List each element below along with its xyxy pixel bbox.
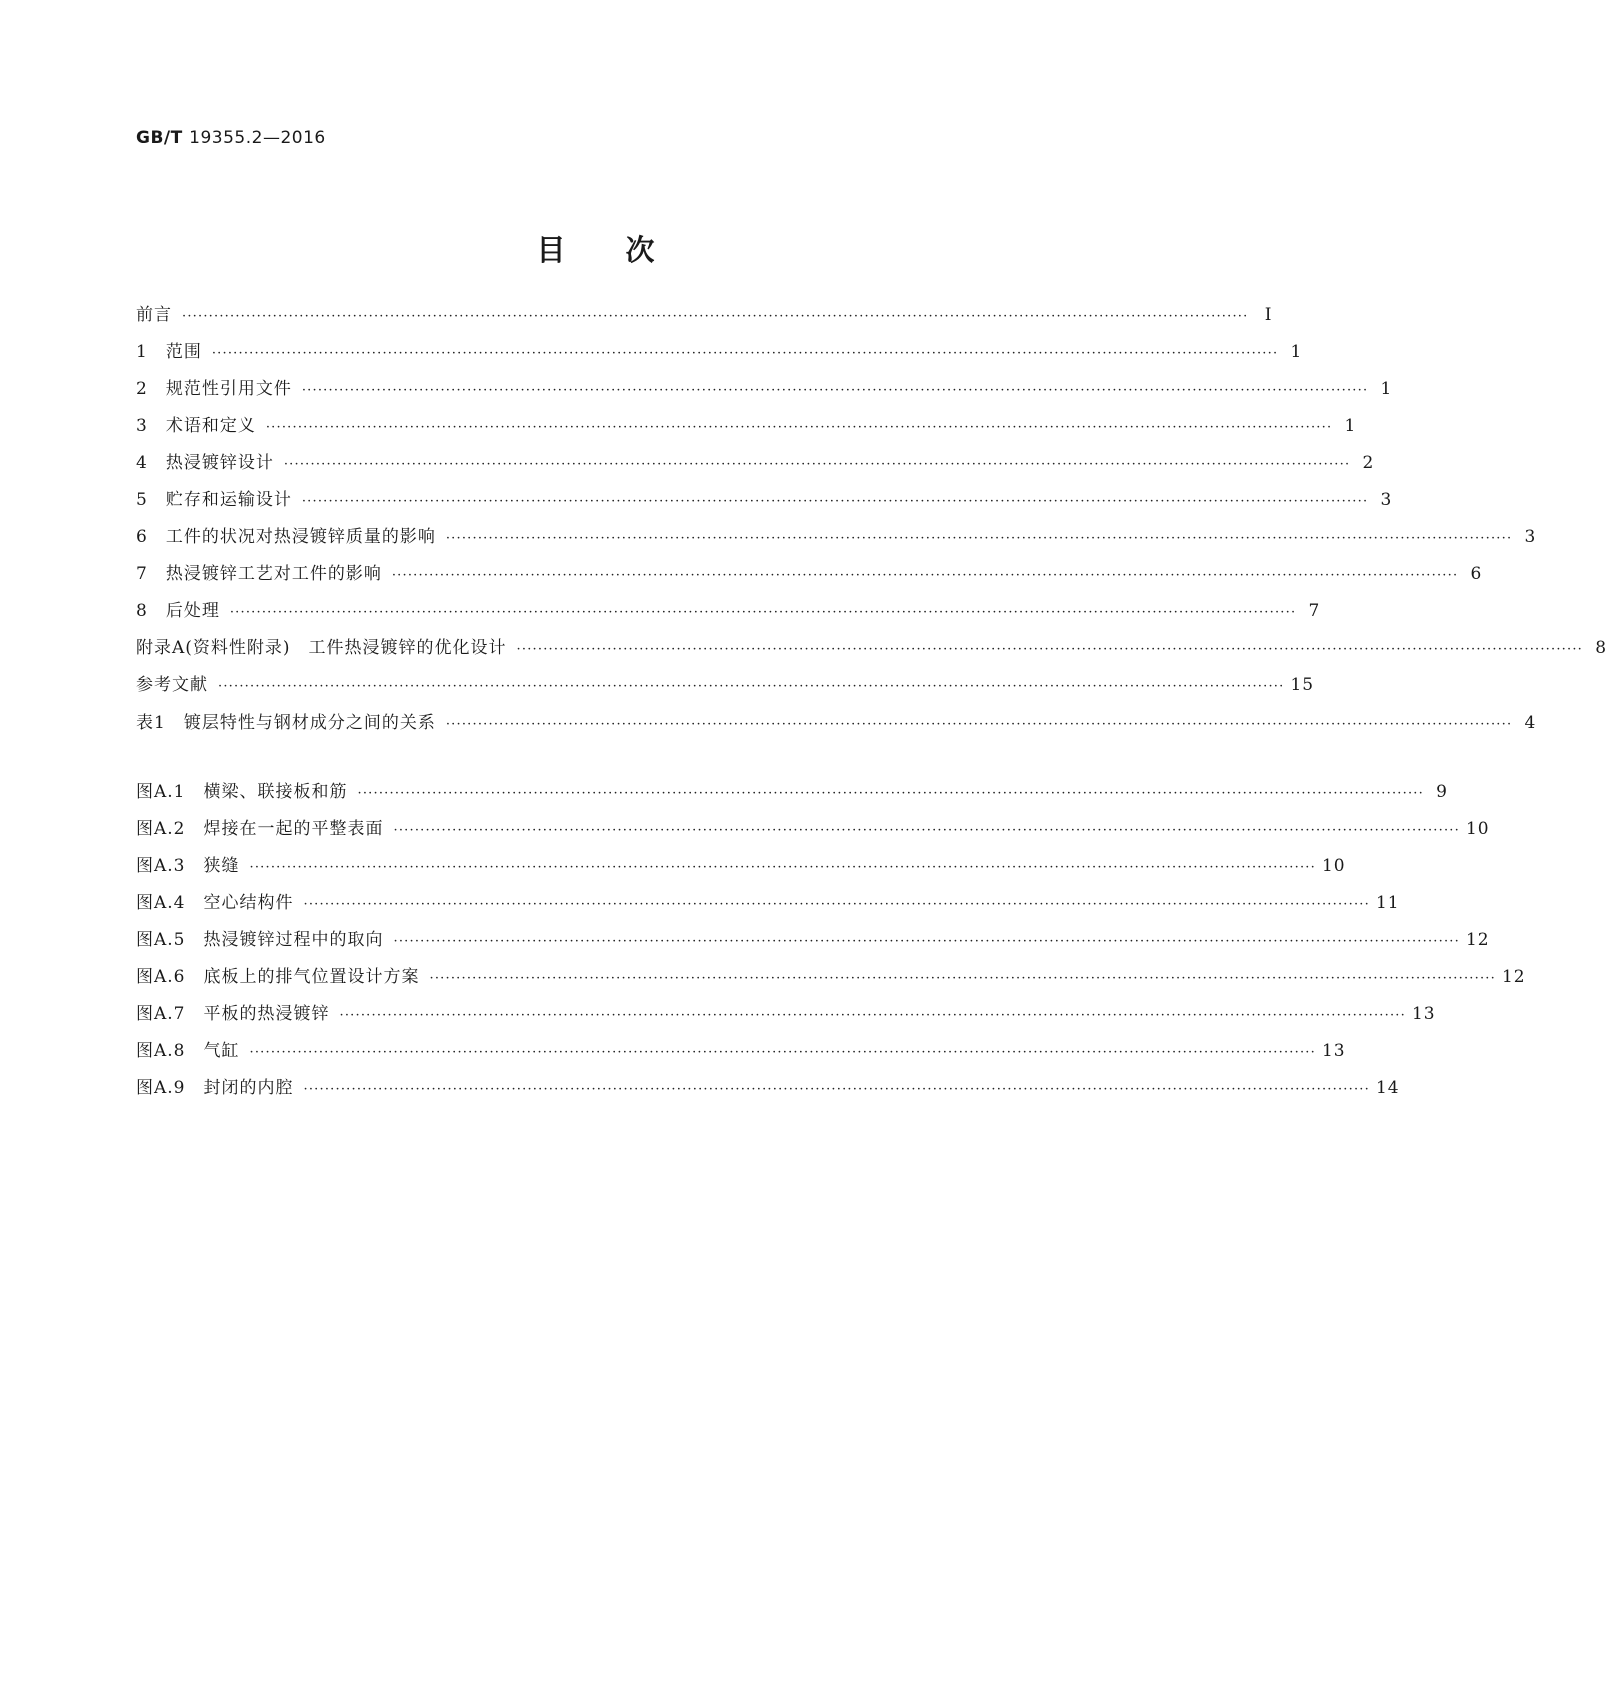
figure-entry-label: 图A.1 横梁、联接板和筋 (136, 782, 348, 802)
toc-entry[interactable] (136, 374, 1393, 411)
figure-entry[interactable] (136, 814, 1490, 851)
toc-entry-page-number: 1 (1290, 342, 1303, 362)
toc-entry-page-number: 2 (1362, 453, 1375, 473)
dot-leader: ········································································································································································································ (429, 971, 1496, 986)
toc-entry-label: 6 工件的状况对热浸镀锌质量的影响 (136, 527, 436, 547)
dot-leader: ········································································································································································································ (445, 717, 1513, 732)
dot-leader: ········································································································································································································ (445, 531, 1513, 546)
figure-entry[interactable] (136, 1073, 1400, 1110)
toc-entry[interactable] (136, 448, 1375, 485)
figure-entry-label: 图A.9 封闭的内腔 (136, 1078, 294, 1098)
toc-entry[interactable] (136, 300, 1273, 337)
dot-leader: ········································································································································································································ (182, 309, 1249, 324)
dot-leader: ········································································································································································································ (516, 642, 1584, 657)
figure-entry-page-number: 12 (1501, 967, 1526, 987)
figure-entry[interactable] (136, 851, 1346, 888)
standard-code-number: 19355.2—2016 (189, 128, 326, 148)
toc-entry-page-number: 1 (1344, 416, 1357, 436)
toc-figures (136, 777, 1526, 1110)
figure-entry-page-number: 9 (1436, 782, 1448, 802)
toc-entry-page-number: 15 (1290, 675, 1315, 695)
toc-entry-label: 8 后处理 (136, 601, 220, 621)
toc-entry-label: 参考文献 (136, 675, 208, 695)
table-entry-label: 表1 镀层特性与钢材成分之间的关系 (136, 713, 436, 733)
dot-leader: ········································································································································································································ (211, 346, 1279, 361)
toc-entry-page-number: 3 (1524, 527, 1537, 547)
toc-entry-page-number: 7 (1308, 601, 1321, 621)
toc-entry-page-number: 8 (1595, 638, 1607, 658)
toc-sections (136, 300, 1607, 707)
standard-code-prefix: GB/T (136, 128, 183, 148)
dot-leader: ········································································································································································································ (218, 679, 1285, 694)
toc-entry[interactable] (136, 670, 1315, 707)
dot-leader: ········································································································································································································ (393, 934, 1460, 949)
toc-entry-label: 2 规范性引用文件 (136, 379, 292, 399)
toc-entry-page-number: 1 (1380, 379, 1393, 399)
toc-entry[interactable] (136, 559, 1483, 596)
toc-entry[interactable] (136, 337, 1303, 374)
figure-entry[interactable] (136, 888, 1400, 925)
dot-leader: ········································································································································································································ (283, 457, 1351, 472)
dot-leader: ········································································································································································································ (301, 383, 1369, 398)
figure-entry-page-number: 10 (1465, 819, 1490, 839)
figure-entry[interactable] (136, 1036, 1346, 1073)
figure-entry[interactable] (136, 925, 1490, 962)
toc-entry[interactable] (136, 596, 1321, 633)
figure-entry-label: 图A.4 空心结构件 (136, 893, 294, 913)
figure-entry-page-number: 13 (1321, 1041, 1346, 1061)
figure-entry[interactable] (136, 962, 1526, 999)
standard-code (136, 128, 326, 148)
figure-entry[interactable] (136, 999, 1436, 1036)
dot-leader: ········································································································································································································ (391, 568, 1459, 583)
dot-leader: ········································································································································································································ (303, 897, 1370, 912)
figure-entry-page-number: 10 (1321, 856, 1346, 876)
dot-leader: ········································································································································································································ (339, 1008, 1406, 1023)
figure-entry-label: 图A.6 底板上的排气位置设计方案 (136, 967, 420, 987)
figure-entry-label: 图A.7 平板的热浸镀锌 (136, 1004, 330, 1024)
toc-tables (136, 708, 1537, 745)
figure-entry-page-number: 13 (1411, 1004, 1436, 1024)
toc-entry-label: 附录A(资料性附录) 工件热浸镀锌的优化设计 (136, 638, 507, 658)
toc-entry[interactable] (136, 522, 1537, 559)
toc-entry-label: 5 贮存和运输设计 (136, 490, 292, 510)
dot-leader: ········································································································································································································ (265, 420, 1333, 435)
toc-entry-page-number: 3 (1380, 490, 1393, 510)
dot-leader: ········································································································································································································ (303, 1082, 1370, 1097)
dot-leader: ········································································································································································································ (249, 860, 1316, 875)
toc-entry-label: 4 热浸镀锌设计 (136, 453, 274, 473)
dot-leader: ········································································································································································································ (229, 605, 1297, 620)
toc-entry[interactable] (136, 485, 1393, 522)
figure-entry-page-number: 14 (1375, 1078, 1400, 1098)
toc-entry-label: 前言 (136, 305, 172, 325)
dot-leader: ········································································································································································································ (301, 494, 1369, 509)
toc-entry-page-number: 6 (1470, 564, 1483, 584)
figure-entry-label: 图A.3 狭缝 (136, 856, 240, 876)
table-entry[interactable] (136, 708, 1537, 745)
dot-leader: ········································································································································································································ (357, 786, 1424, 801)
dot-leader: ········································································································································································································ (393, 823, 1460, 838)
figure-entry-page-number: 12 (1465, 930, 1490, 950)
table-entry-page-number: 4 (1524, 713, 1537, 733)
toc-entry[interactable] (136, 411, 1357, 448)
figure-entry[interactable] (136, 777, 1448, 814)
toc-entry-label: 7 热浸镀锌工艺对工件的影响 (136, 564, 382, 584)
toc-entry-label: 3 术语和定义 (136, 416, 256, 436)
figure-entry-page-number: 11 (1375, 893, 1400, 913)
dot-leader: ········································································································································································································ (249, 1045, 1316, 1060)
figure-entry-label: 图A.2 焊接在一起的平整表面 (136, 819, 384, 839)
figure-entry-label: 图A.8 气缸 (136, 1041, 240, 1061)
toc-entry[interactable] (136, 633, 1607, 670)
page-title: 目次 (536, 233, 715, 267)
toc-entry-label: 1 范围 (136, 342, 202, 362)
figure-entry-label: 图A.5 热浸镀锌过程中的取向 (136, 930, 384, 950)
toc-entry-page-number: Ⅰ (1264, 305, 1273, 325)
